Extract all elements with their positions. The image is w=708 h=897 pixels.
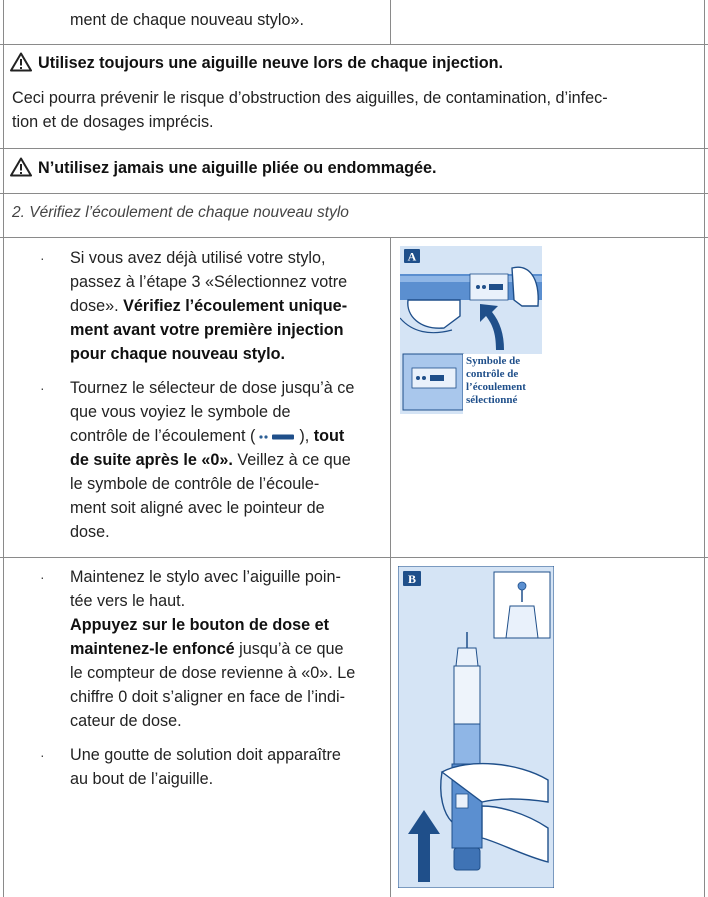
text-line: cateur de dose. <box>70 712 182 730</box>
text-run-bold: tout <box>313 427 345 445</box>
warning-body-line: Ceci pourra prévenir le risque d’obstruction des aiguilles, de contamination, d’infec- <box>12 89 608 107</box>
text-line: passez à l’étape 3 «Sélectionnez votre <box>70 273 348 291</box>
row-divider <box>0 44 708 45</box>
text-line-bold: ment avant votre première injection <box>70 321 344 339</box>
text-line: Maintenez le stylo avec l’aiguille poin- <box>70 568 341 586</box>
warning-triangle-icon <box>10 52 32 72</box>
section-b-bullet-2 <box>70 743 341 791</box>
text-line: au bout de l’aiguille. <box>70 770 214 788</box>
text-line: le symbole de contrôle de l’écoule- <box>70 475 320 493</box>
text-line-bold: pour chaque nouveau stylo. <box>70 345 285 363</box>
flow-check-symbol-icon <box>256 431 298 443</box>
step-heading: 2. Vérifiez l’écoulement de chaque nouveau stylo <box>12 204 349 221</box>
text-line: tée vers le haut. <box>70 592 186 610</box>
row-divider <box>0 237 708 238</box>
text-line-bold: Appuyez sur le bouton de dose et <box>70 616 330 634</box>
row-divider <box>0 193 708 194</box>
section-a-bullet-2 <box>70 376 354 544</box>
text-line: chiffre 0 doit s’aligner en face de l’indi- <box>70 688 346 706</box>
text-line: Une goutte de solution doit apparaître <box>70 746 341 764</box>
column-divider <box>390 237 391 897</box>
text-line: Tournez le sélecteur de dose jusqu’à ce <box>70 379 355 397</box>
bullet-marker: · <box>40 747 45 763</box>
continuation-text: ment de chaque nouveau stylo». <box>70 11 304 29</box>
warning-body <box>12 86 608 134</box>
text-run: dose». <box>70 297 124 315</box>
text-line <box>70 448 354 472</box>
text-line: le compteur de dose revienne à «0». Le <box>70 664 356 682</box>
text-run: jusqu’à ce que <box>234 640 344 658</box>
warning-triangle-icon <box>10 157 32 177</box>
section-b-bullet-1 <box>70 565 355 733</box>
warning-title-new-needle: Utilisez toujours une aiguille neuve lors de chaque injection. <box>38 54 504 72</box>
figure-caption-line: sélectionné <box>466 394 518 406</box>
table-border-left <box>3 0 4 897</box>
row-divider <box>0 148 708 149</box>
text-line: que vous voyiez le symbole de <box>70 403 291 421</box>
figure-caption-line: Symbole de <box>466 355 521 367</box>
row-divider <box>0 557 708 558</box>
section-a-bullet-1 <box>70 246 347 366</box>
text-line <box>70 637 355 661</box>
text-line <box>70 294 347 318</box>
figure-label-b: B <box>407 572 417 586</box>
figure-label-a: A <box>407 249 417 264</box>
text-line <box>70 424 354 448</box>
column-divider <box>390 0 391 44</box>
warning-title-bent-needle: N’utilisez jamais une aiguille pliée ou endommagée. <box>38 159 437 177</box>
bullet-marker: · <box>40 380 45 396</box>
text-run-bold: Vérifiez l’écoulement unique- <box>123 297 348 315</box>
bullet-marker: · <box>40 250 45 266</box>
table-border-right <box>704 0 705 897</box>
text-run: contrôle de l’écoulement ( <box>70 427 256 445</box>
text-line: Si vous avez déjà utilisé votre stylo, <box>70 249 326 267</box>
bullet-marker: · <box>40 569 45 585</box>
text-run-bold: de suite après le «0». <box>70 451 233 469</box>
figure-a-flow-check-illustration <box>400 246 542 414</box>
text-run-bold: maintenez-le enfoncé <box>70 640 235 658</box>
warning-body-line: tion et de dosages imprécis. <box>12 113 214 131</box>
text-run: ), <box>299 427 314 445</box>
text-run: Veillez à ce que <box>232 451 351 469</box>
figure-b-press-dose-illustration <box>398 566 554 888</box>
text-line: ment soit aligné avec le pointeur de <box>70 499 325 517</box>
figure-caption-line: l’écoulement <box>466 381 526 393</box>
text-line: dose. <box>70 523 110 541</box>
figure-caption-line: contrôle de <box>466 368 519 380</box>
